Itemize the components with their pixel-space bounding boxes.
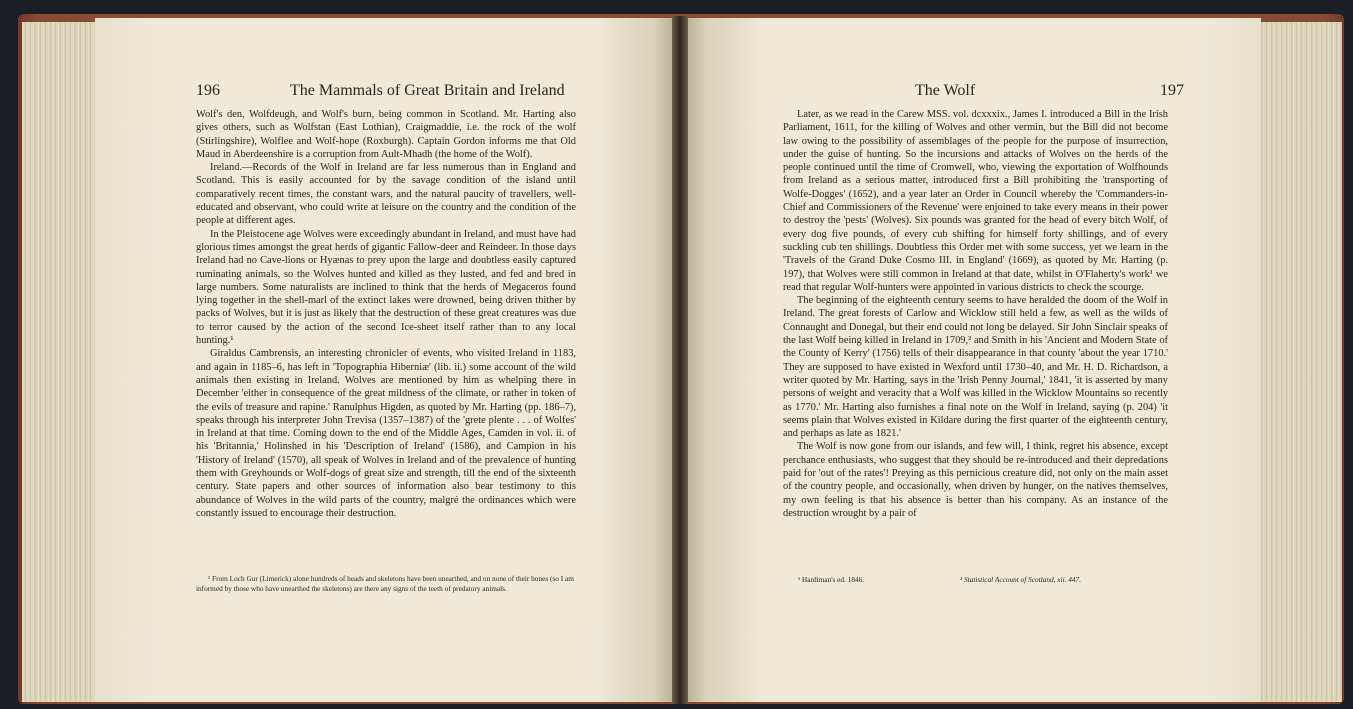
right-page-number: 197 bbox=[1160, 82, 1184, 99]
left-paragraph-3: In the Pleistocene age Wolves were exceedingly abundant in Ireland, and must have had glorious times amongst the great herds of gigantic Fallow-deer and Reindeer. In those days Ireland had no Cave-lions or Hyænas to prey upon the large and doubtless easily captured ruminating animals, so the Wolves hunted and killed as they lusted, and fed and bred in large numbers. Some naturalists are inclined to think that the herds of Megaceros found lying together in the shell-marl of the extinct lakes were drowned, being driven thither by packs of Wolves, but it is just as likely that the destruction of these great creatures was due to terror caused by the action of the second Ice-sheet itself rather than to any local hunting.¹ bbox=[196, 228, 576, 347]
left-page-body bbox=[196, 108, 576, 520]
right-paragraph-1: Later, as we read in the Carew MSS. vol. dcxxxix., James I. introduced a Bill in the Irish Parliament, 1611, for the killing of Wolves and other vermin, but the Bill did not become law owing to the possibility of assemblages of the people for the purpose of insurrection, under the guise of hunting. So the incursions and attacks of Wolves on the herds of the people continued until the time of Cromwell, who, viewing the exportation of Wolfhounds from Ireland as a serious matter, introduced first a Bill prohibiting the 'transporting of Wolfe-Dogges' (1652), and a year later an Order in Council whereby the 'Commanders-in-Chief and Commissioners of the Revenue' were enjoined to take every means in their power to destroy the 'pests' (Wolves). Six pounds was granted for the head of every bitch Wolf, of every dog five pounds, of every cub shifting for himself forty shillings, and of every suckling cub ten shillings. Doubtless this Order met with some success, yet we learn in the 'Travels of the Grand Duke Cosmo III. in England' (1669), as quoted by Mr. Harting (p. 197), that Wolves were still common in Ireland at that date, whilst in O'Flaherty's work¹ we read that regular Wolf-hunters were appointed in various districts to check the scourge. bbox=[783, 109, 1168, 293]
left-paragraph-2: Ireland.—Records of the Wolf in Ireland are far less numerous than in England and Scotland. This is easily accounted for by the savage condition of the island until comparatively recent times, the constant wars, and the natural paucity of travellers, well-educated and observant, who could write at leisure on the country and the condition of the people at different ages. bbox=[196, 162, 576, 227]
right-running-title: The Wolf bbox=[915, 82, 976, 99]
right-footnote-1: ¹ Hardiman's ed. 1846. bbox=[798, 575, 865, 584]
page-edges-right bbox=[1250, 22, 1342, 702]
left-running-title: The Mammals of Great Britain and Ireland bbox=[290, 82, 565, 99]
page-edges-left bbox=[22, 22, 102, 702]
book-gutter bbox=[672, 16, 688, 704]
right-paragraph-3: The Wolf is now gone from our islands, and few will, I think, regret his absence, except perchance enthusiasts, who suggest that they should be re-introduced and their depredations paid for 'out of the rates'! Preying as this pernicious creature did, not only on the main asset of the country people, and occasionally, when driven by hunger, on the natives themselves, my own feeling is that his absence is better than his company. As an instance of the destruction wrought by a pair of bbox=[783, 441, 1168, 519]
left-footnote-1: ¹ From Loch Gur (Limerick) alone hundreds of heads and skeletons have been unearthed, and on none of their bones (so I am informed by those who have unearthed the skeletons) are there any signs of the teeth of predatory animals. bbox=[196, 574, 574, 593]
right-page-body bbox=[783, 108, 1168, 520]
left-paragraph-1: Wolf's den, Wolfdeugh, and Wolf's burn, being common in Scotland. Mr. Harting also gives others, such as Wolfstan (East Lothian), Craigmaddie, i.e. the rock of the wolf (Stirlingshire), Wolflee and Wolf-hope (Roxburgh). Captain Gordon informs me that Old Maud in Aberdeenshire is a corruption from Ault-Mhadh (the home of the Wolf). bbox=[196, 109, 576, 160]
left-paragraph-4: Giraldus Cambrensis, an interesting chronicler of events, who visited Ireland in 1183, and again in 1185–6, has left in 'Topographia Hiberniæ' (lib. ii.) some account of the wild animals then existing in Ireland. Wolves are mentioned by him as whelping there in December 'either in consequence of the great mildness of the climate, or rather in token of the evils of treasure and rapine.' Ranulphus Higden, as quoted by Mr. Harting (pp. 186–7), speaks through his interpreter John Trevisa (1357–1387) of the 'grete plente . . . of Wolfes' in Ireland at that time. Coming down to the end of the Middle Ages, Camden in vol. ii. of his 'Britannia,' Holinshed in his 'Description of Ireland' (1586), and Campion in his 'History of Ireland' (1570), all speak of Wolves in Ireland and of the prevalence of hunting them with Greyhounds or Wolf-dogs of great size and strength, till the end of the sixteenth century. State papers and other sources of information also bear testimony to this abundance of Wolves in the wild parts of the country, malgré the ordinances which were constantly issued to encourage their destruction. bbox=[196, 348, 576, 519]
right-footnote-2: ² Statistical Account of Scotland, xii. 447. bbox=[960, 575, 1082, 584]
left-page-number: 196 bbox=[196, 82, 220, 99]
right-paragraph-2: The beginning of the eighteenth century seems to have heralded the doom of the Wolf in Ireland. The great forests of Carlow and Wicklow still held a few, as well as the wilds of Connaught and Donegal, but their end could not long be delayed. Sir John Sinclair speaks of the last Wolf being killed in Ireland in 1709,² and Smith in his 'Ancient and Modern State of the County of Kerry' (1756) tells of their disappearance in that county 'about the year 1710.' They are supposed to have existed in Wexford until 1730–40, and Mr. H. D. Richardson, a writer quoted by Mr. Harting, says in the 'Irish Penny Journal,' 1841, 'it is asserted by many persons of weight and veracity that a Wolf was killed in the Wicklow Mountains so recently as 1770.' Mr. Harting also furnishes a final note on the Wolf in Ireland, saying (p. 204) 'it seems plain that Wolves existed in Kildare during the first quarter of the eighteenth century, and perhaps as late as 1821.' bbox=[783, 295, 1168, 440]
left-footnotes bbox=[196, 574, 576, 593]
